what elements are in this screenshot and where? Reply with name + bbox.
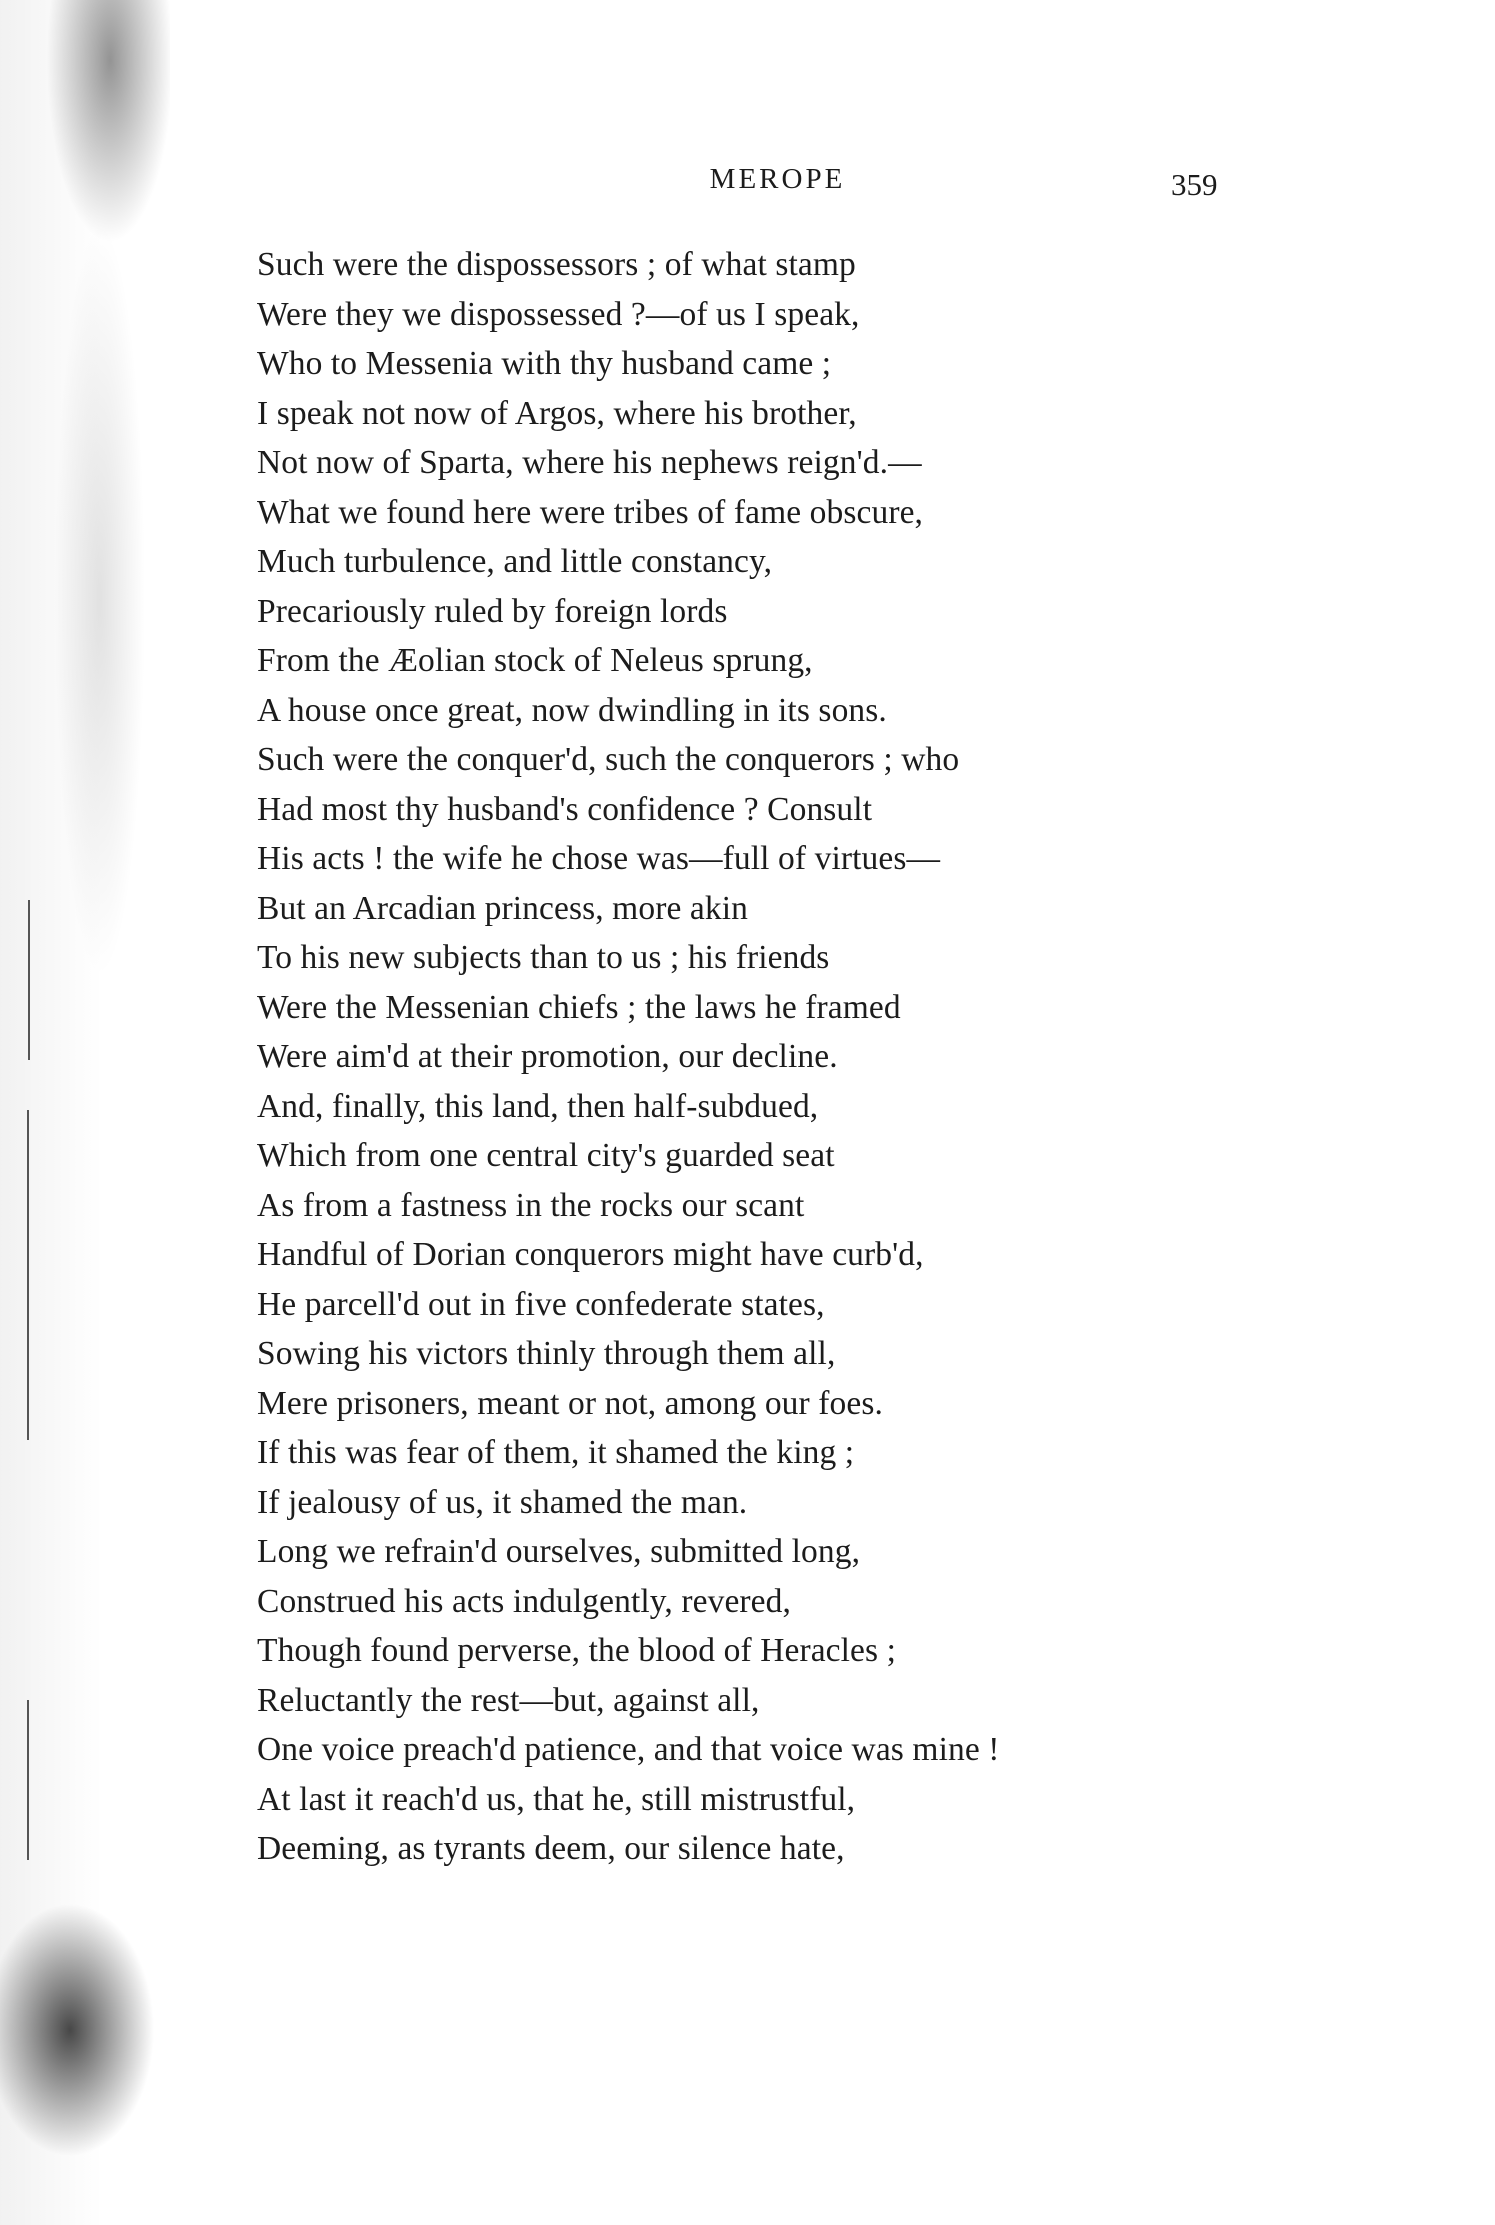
verse-line: I speak not now of Argos, where his brother, (257, 394, 857, 432)
verse-line: Reluctantly the rest—but, against all, (257, 1681, 760, 1719)
verse-line: If jealousy of us, it shamed the man. (257, 1483, 748, 1521)
page-number: 359 (1171, 167, 1218, 202)
gutter-mark (27, 1700, 29, 1860)
verse-line: Were they we dispossessed ?—of us I speak, (257, 295, 860, 333)
verse-line: Construed his acts indulgently, revered, (257, 1582, 791, 1620)
gutter-mark (28, 900, 30, 1060)
verse-line: His acts ! the wife he chose was—full of virtues— (257, 840, 941, 877)
verse-line: Precariously ruled by foreign lords (257, 592, 728, 630)
verse-line: Much turbulence, and little constancy, (257, 543, 773, 580)
verse-line: As from a fastness in the rocks our scant (257, 1186, 805, 1224)
verse-line: Sowing his victors thinly through them all, (257, 1335, 836, 1372)
verse-line: Were the Messenian chiefs ; the laws he framed (257, 988, 901, 1026)
gutter-mark (27, 1110, 29, 1440)
binding-shadow (0, 0, 170, 2225)
verse-line: One voice preach'd patience, and that voice was mine ! (257, 1731, 1000, 1768)
verse-line: Handful of Dorian conquerors might have curb'd, (257, 1236, 924, 1273)
verse-line: Who to Messenia with thy husband came ; (257, 345, 832, 382)
running-head (0, 163, 1495, 196)
verse-line: At last it reach'd us, that he, still mistrustful, (257, 1780, 856, 1818)
verse-line: Deeming, as tyrants deem, our silence hate, (257, 1830, 845, 1867)
verse-line: Were aim'd at their promotion, our decline. (257, 1038, 838, 1075)
verse-line: From the Æolian stock of Neleus sprung, (257, 642, 813, 679)
verse-line: Had most thy husband's confidence ? Consult (257, 790, 873, 828)
verse-line: And, finally, this land, then half-subdued, (257, 1087, 819, 1125)
verse-line: A house once great, now dwindling in its sons. (257, 691, 887, 729)
running-head-title: MEROPE (709, 163, 846, 195)
verse-line: Such were the conquer'd, such the conquerors ; who (257, 741, 960, 778)
verse-line: Such were the dispossessors ; of what stamp (257, 246, 856, 283)
verse-line: Though found perverse, the blood of Heracles ; (257, 1632, 897, 1669)
verse-line: But an Arcadian princess, more akin (257, 889, 748, 927)
verse-line: Mere prisoners, meant or not, among our foes. (257, 1384, 883, 1422)
verse-line: To his new subjects than to us ; his friends (257, 939, 830, 976)
verse-line: If this was fear of them, it shamed the king ; (257, 1434, 855, 1471)
verse-block (257, 240, 1000, 1874)
verse-line: He parcell'd out in five confederate states, (257, 1285, 825, 1323)
verse-line: Long we refrain'd ourselves, submitted long, (257, 1533, 861, 1570)
verse-line: Not now of Sparta, where his nephews reign'd.— (257, 444, 922, 481)
verse-line: What we found here were tribes of fame obscure, (257, 493, 924, 531)
verse-line: Which from one central city's guarded seat (257, 1137, 835, 1174)
